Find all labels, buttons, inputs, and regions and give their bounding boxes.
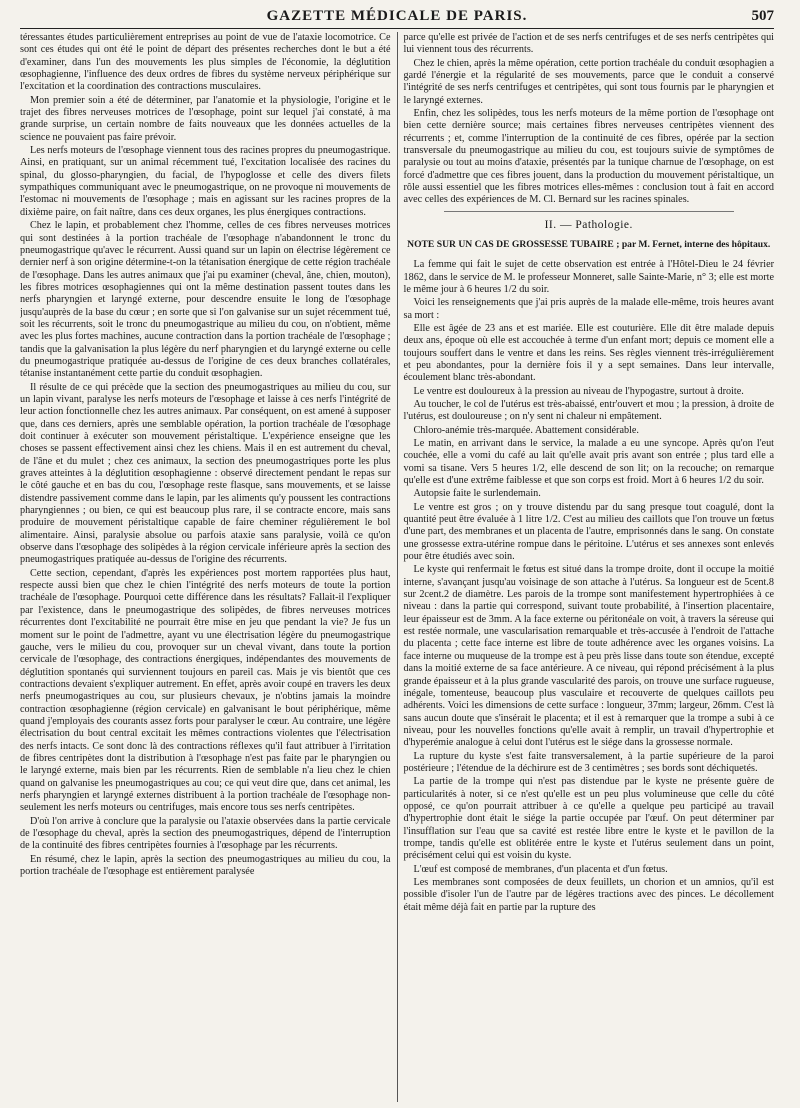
paragraph: Mon premier soin a été de déterminer, par l'anatomie et la physiologie, l'origine et le trajet des fibres nerveuses motrices de l'œsophage, point sur lequel j'ai constaté, à ma grande surprise, un certain nombre de faits nouveaux que les données actuelles de la science ne pouvaient pas faire prévoir.	[20, 94, 391, 143]
paragraph: Voici les renseignements que j'ai pris auprès de la malade elle-même, trois heures avant sa mort :	[403, 297, 774, 321]
section-divider	[444, 211, 735, 212]
paragraph: Le ventre est gros ; on y trouve distendu par du sang presque tout coagulé, dont la quantité peut être évaluée à 1 litre 1/2. C'est au milieu des caillots que l'on trouve un fœtus d'une part, des membranes et un placenta de l'autre, emprisonnés dans le sang. On constate une grossesse extra-utérine rompue dans le péritoine. L'utérus et ses annexes sont enlevés pour être étudiés avec soin.	[403, 501, 774, 563]
paragraph: La femme qui fait le sujet de cette observation est entrée à l'Hôtel-Dieu le 24 février 1862, dans le service de M. le professeur Monneret, salle Sainte-Marie, n° 3; elle est morte le même jour à 6 heures 1/2 du soir.	[403, 259, 774, 295]
paragraph: L'œuf est composé de membranes, d'un placenta et d'un fœtus.	[413, 863, 668, 875]
paragraph: D'où l'on arrive à conclure que la paralysie ou l'ataxie observées dans la partie cervicale de l'œsophage du cheval, après la section des pneumogastriques, dépend de l'interruption de la continuité des fibres centripètes fournies à l'œsophage par les récurrents.	[20, 815, 391, 852]
left-column	[20, 32, 398, 1102]
right-column	[398, 32, 775, 1102]
right-column-top	[404, 32, 775, 207]
paragraph: Les nerfs moteurs de l'œsophage viennent tous des racines propres du pneumogastrique. Ainsi, en pratiquant, sur un animal récemment tué, l'excitation localisée des racines du spinal, du glosso-pharyngien, du facial, de l'hypoglosse et celle des divers filets sympathiques communiquant avec le pneumogastrique, on ne provoque ni mouvements de l'estomac ni mouvements de l'œsophage ; mais en agissant sur les racines propres de la dixième paire, on fait naître, dans ces deux organes, les plus énergiques contractions.	[20, 145, 391, 218]
paragraph: En résumé, chez le lapin, après la section des pneumogastriques au milieu du cou, la portion trachéale de l'œsophage est entièrement paralysée	[20, 853, 391, 878]
section-title: II. — Pathologie.	[544, 218, 633, 231]
journal-title: GAZETTE MÉDICALE DE PARIS.	[266, 8, 528, 24]
paragraph: Les membranes sont composées de deux feuillets, un chorion et un amnios, qu'il est possible d'isoler l'un de l'autre par de légères tractions avec des pinces. Le décollement était même déjà fait en partie par la rupture des	[403, 877, 774, 913]
paragraph: Le ventre est douloureux à la pression au niveau de l'hypogastre, surtout à droite.	[413, 385, 744, 397]
right-column-bottom	[404, 259, 775, 914]
paragraph: Le matin, en arrivant dans le service, la malade a eu une syncope. Après qu'on l'eut couchée, elle a vomi du café au lait qu'elle avait pris avant son entrée ; plus tard elle a vomi sa tisane. Vers 5 heures 1/2, elle descend de son lit; on la recouche; on remarque qu'elle est d'une extrême faiblesse et que son corps est froid. Mort à 6 heures 1/2 du soir.	[403, 437, 774, 486]
text-columns	[20, 32, 774, 1102]
paragraph: téressantes études particulièrement entreprises au point de vue de l'ataxie locomotrice. Ce sont ces études qui ont été le point de départ des présentes recherches dont le but a été d'examiner, dans l'un des mouvements les plus simples de l'économie, la déglutition œsophagienne, l'influence des deux ordres de fibres du système nerveux périphérique sur l'excitation et la coordination des contractions musculaires.	[20, 32, 391, 93]
note-title: NOTE SUR UN CAS DE GROSSESSE TUBAIRE ; par M. Fernet, interne des hôpitaux.	[407, 239, 771, 251]
paragraph: Il résulte de ce qui précède que la section des pneumogastriques au milieu du cou, sur un lapin vivant, paralyse les nerfs moteurs de l'œsophage et laisse à ces nerfs l'intégrité de leur action fonctionnelle chez les autres animaux. Par conséquent, on est amené à supposer que, dans ces derniers, après une semblable opération, la portion trachéale de l'œsophage doit continuer à exécuter son mouvement péristaltique. L'expérience enseigne que les choses se passent effectivement ainsi chez les chiens. Mais il en est autrement du cheval, de l'âne et du mulet ; chez ces animaux, la section des pneumogastriques porte les plus graves atteintes à la déglutition œsophagienne : observé directement pendant le repas sur le côté gauche et en bas du cou, l'œsophage reste flasque, sans mouvements, et se laisse distendre passivement comme dans le lapin, par les aliments qu'y poussent les contractions pharyngiennes ; ou bien, ce qui est beaucoup plus rare, il se contracte encore, mais sans produire de mouvement péristaltique capable de faire cheminer régulièrement le bol alimentaire. Ainsi, paralysie absolue ou parfois ataxie sans paralysie, voilà ce qu'on observe dans l'œsophage des solipèdes à la région cervicale inférieure après la section des pneumogastriques pratiquée au-dessus de l'origine des récurrents.	[20, 381, 391, 566]
paragraph: Chez le lapin, et probablement chez l'homme, celles de ces fibres nerveuses motrices qui sont destinées à la portion trachéale de l'œsophage n'abandonnent le tronc du pneumogastrique qu'avec le récurrent. Aussi quand sur un lapin on électrise légèrement ce dernier nerf à son origine détermine-t-on la tétanisation énergique de cette région trachéale de l'œsophage. Dans les autres animaux que j'ai pu examiner (cheval, âne, chien, mouton), les fibres motrices œsophagiennes qui ont la même destination passent toutes dans les nerfs pharyngien et laryngé externe, pour descendre ensuite le long de l'œsophage jusqu'auprès de la base du cœur ; en sorte que si l'on galvanise sur un sujet récemment tué, soit les récurrents, soit le tronc du pneumogastrique au milieu du cou, on n'obtient, même avec les plus fortes machines, aucune contraction dans la portion trachéale de l'œsophage ; tandis que la galvanisation la plus légère du nerf pharyngien et du laryngé externe ou celle du pneumogastrique pratiquée au-dessus de l'origine de ces deux branches collatérales, tétanise instantanément cette partie du conduit œsophagien.	[20, 220, 391, 380]
paragraph: La rupture du kyste s'est faite transversalement, à la partie supérieure de la paroi postérieure ; l'étendue de la déchirure est de 3 centimètres ; ses bords sont déchiquetés.	[403, 750, 774, 774]
paragraph: Elle est âgée de 23 ans et est mariée. Elle est couturière. Elle dit être malade depuis deux ans, époque où elle est accouchée à terme d'un enfant mort; depuis ce moment elle a toujours souffert dans le ventre et dans les reins. Ses règles viennent très-irrégulièrement et peu abondantes, pour la dernière fois il y a sept semaines. Dans leur intervalle, écoulement blanc très-abondant.	[403, 322, 774, 384]
paragraph: parce qu'elle est privée de l'action et de ses nerfs centrifuges et de ses nerfs centripètes qui lui viennent tous des récurrents.	[403, 32, 774, 56]
paragraph: La partie de la trompe qui n'est pas distendue par le kyste ne présente guère de particularités à noter, si ce n'est qu'elle est un peu plus volumineuse que celle du côté opposé, ce qu'on pourrait attribuer à ce qu'elle a quelque peu participé au travail d'hypertrophie dont était le siége la partie occupée par l'œuf. On peut déterminer par l'insufflation sur l'eau que sa cavité est restée libre entre le kyste et le pavillon de la trompe, tandis qu'elle est oblitérée entre le kyste et l'utérus seulement dans un point, précisément celui qui est voisin du kyste.	[403, 776, 774, 862]
paragraph: Chloro-anémie très-marquée. Abattement considérable.	[413, 424, 639, 436]
page-number: 507	[751, 8, 774, 24]
paragraph: Autopsie faite le surlendemain.	[413, 488, 541, 500]
paragraph: Le kyste qui renfermait le fœtus est situé dans la trompe droite, dont il occupe la moitié interne, s'avançant jusqu'au voisinage de son attache à l'utérus. Sa longueur est de 5cent.8 sur 2cent.2 de diamètre. Les parois de la trompe sont manifestement hypertrophiées à ce niveau : dans la partie qui correspond, suivant toute probabilité, à l'insertion placentaire, leur épaisseur est de 3mm. A la face externe ou péritonéale on voit, à travers la séreuse qui est restée normale, une vascularisation remarquable et très-accusée à l'endroit de l'attache du placenta ; cette face interne est libre de toute adhérence avec les organes voisins. La face interne ou muqueuse de la trompe est à peu près lisse dans toute son étendue, excepté dans la moitié externe de sa face antérieure. A ce niveau, qui répond précisément à la plus grande épaisseur et à la plus grande vascularité des parois, on trouve une surface rugueuse, inégale, tomenteuse, beaucoup plus vasculaire et recouverte de quelques caillots peu adhérents. Voici les dimensions de cette surface : longueur, 37mm; largeur, 26mm. C'est là sans aucun doute que s'insérait le placenta; et il est à remarquer que la trompe a subi à ce niveau, pour les nouvelles fonctions qu'elle avait à remplir, un travail d'hypertrophie et d'hyperémie analogue à celui dont l'utérus est le siége dans la grossesse normale.	[403, 564, 774, 749]
paragraph: Enfin, chez les solipèdes, tous les nerfs moteurs de la même portion de l'œsophage ont bien cette dernière source; mais certaines fibres nerveuses centripètes viennent des récurrents ; et, comme l'interruption de la continuité de ces fibres, opérée par la section transversale du pneumogastrique au milieu du cou, est toujours suivie de symptômes de paralysie ou tout au moins d'ataxie, présentés par la tunique charnue de l'œsophage, on est forcé d'admettre que ces fibres jouent, dans la production du mouvement péristaltique, un rôle aussi essentiel que les fibres motrices elles-mêmes : conclusion tout à fait en accord avec celles des expériences de M. Cl. Bernard sur les racines spinales.	[403, 108, 774, 206]
paragraph: Au toucher, le col de l'utérus est très-abaissé, entr'ouvert et mou ; la pression, à droite de l'utérus, est douloureuse ; on n'y sent ni chaleur ni empâtement.	[403, 398, 774, 423]
paragraph: Cette section, cependant, d'après les expériences post mortem rapportées plus haut, respecte aussi bien que chez le chien l'intégrité des nerfs moteurs de toute la portion trachéale de l'œsophage. Pourquoi cette différence dans les résultats? Fallait-il l'expliquer par l'existence, dans le pneumogastrique des solipèdes, de fibres nerveuses motrices récurrentes dont l'excitabilité ne pourrait être mise en jeu que pendant la vie? Je fus un moment sur le point de l'admettre, ayant vu une électrisation légère du pneumogastrique gauche, vers le milieu du cou, provoquer sur un cheval vivant, dans toute la portion cervicale de l'œsophage, des contractions énergiques, indépendantes des mouvements de déglutition spontanés qui surviennent toujours en pareil cas. Mais je vis bientôt que ces contractions devaient s'expliquer autrement. En effet, après avoir coupé en travers les deux nerfs pneumogastriques au cou, sur plusieurs chevaux, je n'obtins jamais la moindre contraction œsophagienne (région cervicale) en galvanisant le bout périphérique, même quand j'employais des courants assez forts pour paralyser le cœur. Au contraire, une légère électrisation du bout central excitait les mêmes contractions violentes que l'électrisation des nerfs intacts. Ce sont donc là des contractions réflexes qu'il faut attribuer à l'irritation de fibres centripètes dont la distribution à l'œsophage n'est pas faite par le pharyngien ou le laryngé externe, mais bien par les récurrents. Rien de semblable n'a lieu chez le chien quand on galvanise les pneumogastriques au cou; ce qui veut dire que, dans cet animal, les nerfs pharyngien et laryngé externes distribuent à la portion trachéale de l'œsophage non-seulement les nerfs moteurs ou centrifuges, mais encore tous ses nerfs centripètes.	[20, 567, 391, 814]
page-header	[20, 6, 774, 29]
paragraph: Chez le chien, après la même opération, cette portion trachéale du conduit œsophagien a gardé l'énergie et la régularité de ses mouvements, parce que le conduit a conservé l'intégrité de ses nerfs centrifuges et centripètes, qui sont tous fournis par le pharyngien et le laryngé externes.	[403, 57, 774, 106]
